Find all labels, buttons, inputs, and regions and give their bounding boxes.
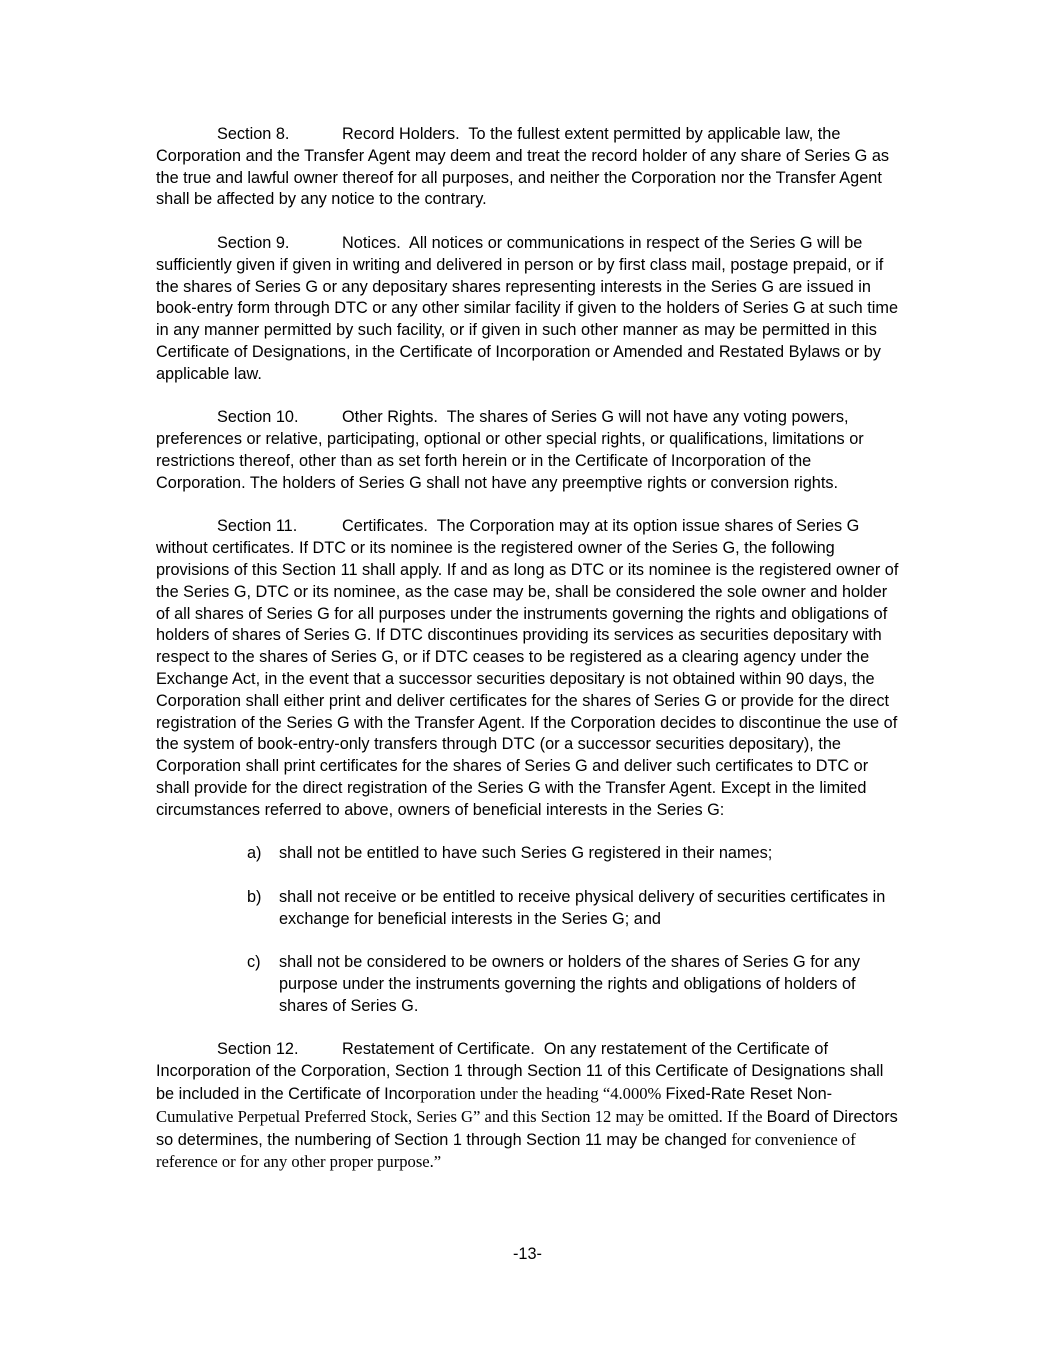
list-marker: b): [247, 887, 262, 906]
section-title: Record Holders.: [342, 125, 460, 143]
section-body-part: Fixed-Rate Reset Non-: [665, 1085, 833, 1104]
section-title: Restatement of Certificate.: [342, 1040, 535, 1059]
list-item: [156, 887, 902, 931]
list-item-text: shall not receive or be entitled to receive physical delivery of securities certificates in exchange for beneficial interests in the Series G; and: [279, 887, 886, 928]
section-title: Certificates.: [342, 517, 428, 536]
section-body: To the fullest extent permitted by applicable law, the Corporation and the Transfer Agent may deem and treat the record holder of any share of Series G as the true and lawful owner thereof for all purposes, and neither the Corporation nor the Transfer Agent shall be affected by any notice to the contrary.: [156, 125, 890, 209]
section-title: Notices.: [342, 233, 401, 252]
list-item-text: shall not be considered to be owners or holders of the shares of Series G for any purpose under the instruments governing the rights and obligations of holders of shares of Series G.: [279, 953, 861, 1015]
section-body-part: for convenience of reference or for any other proper purpose.”: [156, 1129, 856, 1172]
list-marker: c): [247, 953, 261, 972]
section-11: [156, 516, 902, 821]
section-body-part: Cumulative Perpetual Preferred Stock, Series G” and this Section 12 may be omitted. If the: [156, 1106, 767, 1126]
section-10: [156, 407, 902, 494]
section-body: All notices or communications in respect of the Series G will be sufficiently given if given in writing and delivered in person or by first class mail, postage prepaid, or if the shares of Series G or any depositary shares representing interests in the Series G are issued in book-entry form through DTC or any other similar facility if given to the holders of Series G at such time in any manner permitted by such facility, or if given in such other manner as may be permitted in this Certificate of Designations, in the Certificate of Incorporation or Amended and Restated Bylaws or by applicable law.: [156, 233, 899, 383]
section-8: [156, 124, 902, 211]
section-number: Section 9.: [217, 233, 290, 252]
page-number: -13-: [513, 1245, 542, 1263]
section-number: Section 11.: [217, 517, 298, 536]
section-body-part: rporation under the heading “4.000%: [414, 1084, 666, 1104]
list-item: [156, 952, 902, 1017]
list-marker: a): [247, 844, 262, 863]
section-body-part: Board of Directors so determines, the numbering of Section 1 through Section 11 may be changed: [156, 1107, 898, 1149]
document-body: [156, 124, 902, 1196]
section-body-part: On any restatement of the Certificate of Incorporation of the Corporation, Section 1 through Section 11 of this Certificate of Designations shall be included in the Certificate of Inco: [156, 1040, 884, 1104]
section-number: Section 10.: [217, 408, 299, 427]
section-body: The Corporation may at its option issue shares of Series G without certificates. If DTC or its nominee is the registered owner of the Series G, the following provisions of this Section 11 shall apply. If and as long as DTC or its nominee is the registered owner of the Series G, DTC or its nominee, as the case may be, shall be considered the sole owner and holder of all shares of Series G for all purposes under the instruments governing the rights and obligations of holders of shares of Series G. If DTC discontinues providing its services as securities depositary with respect to the shares of Series G, or if DTC ceases to be registered as a clearing agency under the Exchange Act, in the event that a successor securities depositary is not obtained within 90 days, the Corporation shall either print and deliver certificates for the shares of Series G or provide for the direct registration of the Series G with the Transfer Agent. If the Corporation decides to discontinue the use of the system of book-entry-only transfers through DTC (or a successor securities depositary), the Corporation shall print certificates for the shares of Series G and deliver such certificates to DTC or shall provide for the direct registration of the Series G with the Transfer Agent. Except in the limited circumstances referred to above, owners of beneficial interests in the Series G:: [156, 517, 899, 819]
section-title: Other Rights.: [342, 408, 438, 427]
section-9: [156, 233, 902, 386]
list-item: [156, 843, 902, 865]
section-12: [156, 1039, 902, 1174]
section-body: The shares of Series G will not have any voting powers, preferences or relative, participating, optional or other special rights, or qualifications, limitations or restrictions thereof, other than as set forth herein or in the Certificate of Incorporation of the Corporation. The holders of Series G shall not have any preemptive rights or conversion rights.: [156, 408, 864, 492]
list-item-text: shall not be entitled to have such Series G registered in their names;: [279, 844, 773, 863]
section-number: Section 8.: [217, 125, 290, 143]
section-number: Section 12.: [217, 1040, 299, 1059]
section-11-list: [156, 843, 902, 1017]
